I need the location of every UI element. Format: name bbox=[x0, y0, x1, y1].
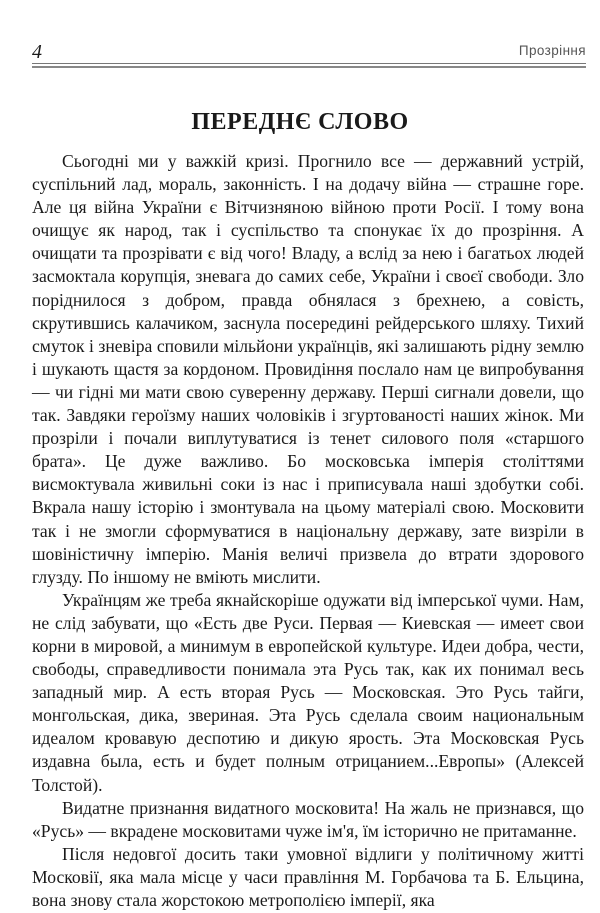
page-header bbox=[32, 40, 586, 70]
body-text bbox=[32, 150, 584, 912]
chapter-title: ПЕРЕДНЄ СЛОВО bbox=[191, 109, 409, 135]
header-rule-thin bbox=[32, 63, 586, 64]
page-number: 4 bbox=[32, 41, 42, 63]
paragraph-4: Після недовгої досить таки умовної відлиги у політичному житті Московії, яка мала місце у часи правління М. Горбачова та Б. Ельцина, вона знову стала жорстокою метрополією імперії, яка bbox=[32, 843, 584, 910]
paragraph-1: Сьогодні ми у важкій кризі. Прогнило все — державний устрій, суспільний лад, мораль, законність. І на додачу війна — страшне горе. Але ця війна України є Вітчизняною війною проти Росії. І тому вона очищує як народ, так і суспільство та спонукає їх до прозріння. А очищати та прозрівати є від чого! Владу, а вслід за нею і багатьох людей засмоктала корупція, зневага до самих себе, України і своєї свободи. Зло поріднилося з добром, правда обнялася з брехнею, а совість, скрутившись калачиком, заснула посередині рейдерського шляху. Тихий смуток і зневіра сповили мільйони українців, які залишають рідну землю і шукають щастя за кордоном. Провидіння послало нам це випробування — чи гідні ми мати свою суверенну державу. Перші сигнали довели, що так. Завдяки героїзму наших чоловіків і згуртованості наших жінок. Ми прозріли і почали виплутуватися із тенет силового поля «старшого брата». Це дуже важливо. Бо московська імперія століттями висмоктувала живильні соки із нас і приписувала наші здобутки собі. Вкрала нашу історію і змонтувала на цьому матеріалі свою. Московити так і не змогли сформуватися в національну державу, зате визріли в шовіністичну імперію. Манія величі призвела до втрати здорового глузду. По іншому не вміють мислити. bbox=[32, 151, 584, 587]
paragraph-3: Видатне признання видатного московита! На жаль не признався, що «Русь» — вкрадене московитами чуже ім'я, їм історично не притаманне. bbox=[32, 797, 584, 841]
paragraph-2: Українцям же треба якнайскоріше одужати від імперської чуми. Нам, не слід забувати, що «Есть две Руси. Первая — Киевская — имеет свои корни в мировой, а минимум в европейской культуре. Идеи добра, чести, свободы, справедливости понимала эта Русь так, как их понимал весь западный мир. А есть вторая Русь — Московская. Это Русь тайги, монгольская, дика, звериная. Эта Русь сделала своим национальным идеалом кровавую деспотию и дикую ярость. Эта Московская Русь издавна была, есть и будет полным отрицанием...Европы» (Алексей Толстой). bbox=[32, 589, 584, 795]
header-rule-thick bbox=[32, 66, 586, 68]
running-title: Прозріння bbox=[518, 43, 586, 58]
